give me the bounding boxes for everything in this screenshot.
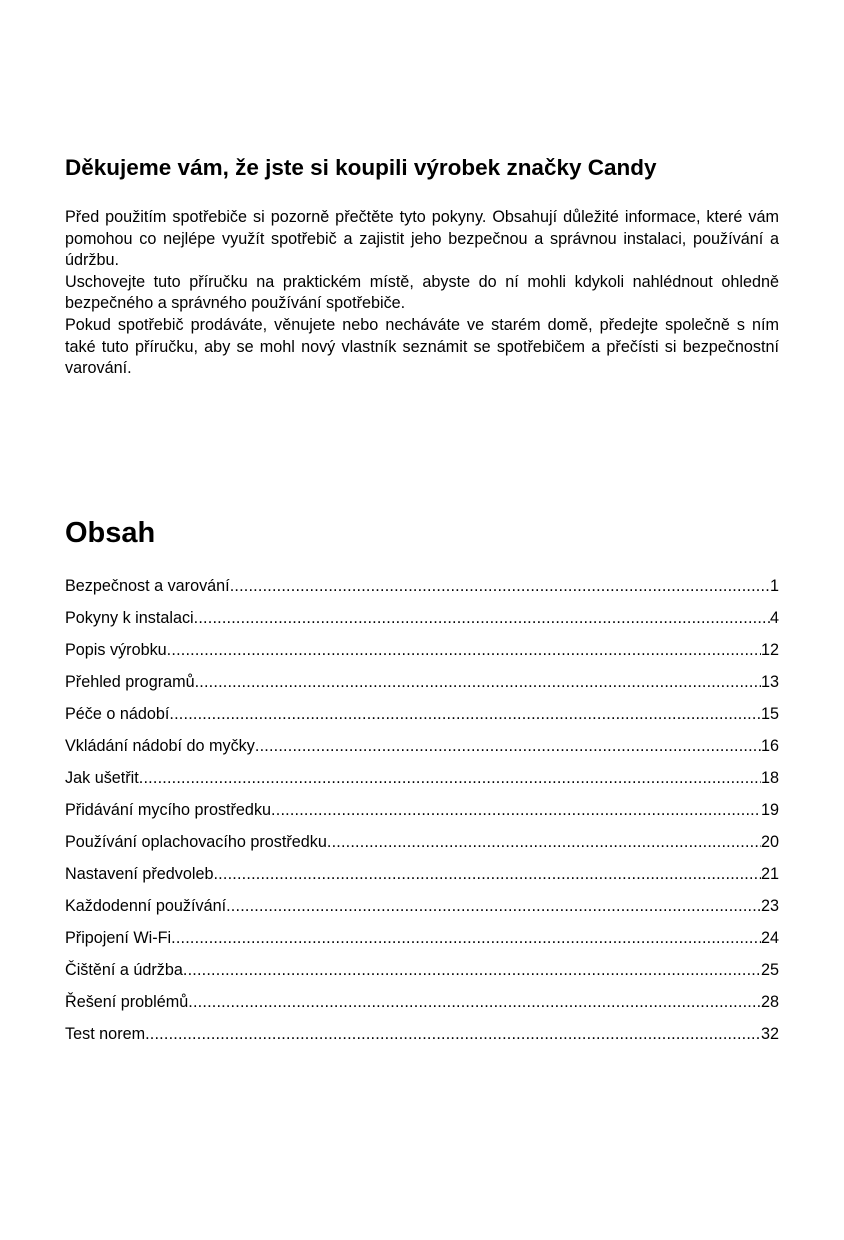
toc-dot-leader xyxy=(167,639,761,661)
toc-entry-label: Přidávání mycího prostředku xyxy=(65,801,272,819)
toc-dot-leader xyxy=(271,799,761,821)
toc-entry-label: Popis výrobku xyxy=(65,641,167,659)
toc-entry-cleaning[interactable] xyxy=(65,959,779,991)
toc-dot-leader xyxy=(169,703,761,725)
toc-entry-page: 18 xyxy=(760,769,779,787)
toc-entry-page: 16 xyxy=(760,737,779,755)
toc-dot-leader xyxy=(213,863,761,885)
toc-entry-page: 4 xyxy=(769,609,779,627)
toc-entry-product-description[interactable] xyxy=(65,639,779,671)
toc-entry-page: 32 xyxy=(760,1025,779,1043)
toc-entry-wifi[interactable] xyxy=(65,927,779,959)
toc-dot-leader xyxy=(226,895,761,917)
toc-dot-leader xyxy=(188,991,761,1013)
intro-paragraph-2: Uschovejte tuto příručku na praktickém místě, abyste do ní mohli kdykoli nahlédnout ohledně bezpečného a správného používání spotřebiče. xyxy=(65,272,779,313)
toc-entry-rinse-aid[interactable] xyxy=(65,831,779,863)
toc-dot-leader xyxy=(171,927,761,949)
toc-entry-label: Pokyny k instalaci xyxy=(65,609,194,627)
toc-entry-dish-care[interactable] xyxy=(65,703,779,735)
toc-entry-troubleshooting[interactable] xyxy=(65,991,779,1023)
toc-dot-leader xyxy=(139,767,761,789)
toc-entry-daily-use[interactable] xyxy=(65,895,779,927)
toc-entry-saving[interactable] xyxy=(65,767,779,799)
toc-entry-label: Připojení Wi-Fi xyxy=(65,929,172,947)
toc-entry-label: Nastavení předvoleb xyxy=(65,865,214,883)
toc-entry-page: 24 xyxy=(760,929,779,947)
toc-entry-label: Vkládání nádobí do myčky xyxy=(65,737,255,755)
toc-entry-programs[interactable] xyxy=(65,671,779,703)
toc-entry-page: 23 xyxy=(760,897,779,915)
toc-entry-page: 15 xyxy=(760,705,779,723)
toc-entry-label: Každodenní používání xyxy=(65,897,227,915)
toc-dot-leader xyxy=(327,831,761,853)
toc-entry-label: Jak ušetřit xyxy=(65,769,139,787)
toc-entry-label: Používání oplachovacího prostředku xyxy=(65,833,327,851)
intro-text xyxy=(65,207,779,380)
toc-entry-label: Čištění a údržba xyxy=(65,961,183,979)
toc-entry-detergent[interactable] xyxy=(65,799,779,831)
toc-entry-page: 21 xyxy=(760,865,779,883)
toc-entry-page: 1 xyxy=(769,577,779,595)
toc-entry-page: 28 xyxy=(760,993,779,1011)
toc-entry-installation[interactable] xyxy=(65,607,779,639)
toc-dot-leader xyxy=(255,735,761,757)
toc-entry-standards-test[interactable] xyxy=(65,1023,779,1055)
toc-dot-leader xyxy=(145,1023,761,1045)
toc-entry-label: Přehled programů xyxy=(65,673,195,691)
toc-dot-leader xyxy=(230,575,770,597)
toc-entry-safety[interactable] xyxy=(65,575,779,607)
thanks-title: Děkujeme vám, že jste si koupili výrobek značky Candy xyxy=(65,155,657,180)
toc-entry-label: Péče o nádobí xyxy=(65,705,170,723)
intro-paragraph-1: Před použitím spotřebiče si pozorně přečtěte tyto pokyny. Obsahují důležité informace, které vám pomohou co nejlépe využít spotřebič a zajistit jeho bezpečnou a správnou instalaci, používání a údržbu. xyxy=(65,208,779,270)
toc-entry-page: 13 xyxy=(760,673,779,691)
toc-dot-leader xyxy=(195,671,761,693)
toc-entry-page: 20 xyxy=(760,833,779,851)
toc-dot-leader xyxy=(183,959,761,981)
toc-entry-presets[interactable] xyxy=(65,863,779,895)
toc-entry-label: Bezpečnost a varování xyxy=(65,577,230,595)
toc-entry-page: 12 xyxy=(760,641,779,659)
intro-paragraph-3: Pokud spotřebič prodáváte, věnujete nebo necháváte ve starém domě, předejte společně s ním také tuto příručku, aby se mohl nový vlastník seznámit se spotřebičem a přečísti si bezpečnostní varování. xyxy=(65,315,779,378)
toc-dot-leader xyxy=(194,607,770,629)
toc-entry-label: Test norem xyxy=(65,1025,146,1043)
toc-title: Obsah xyxy=(65,517,156,549)
toc-entry-page: 19 xyxy=(760,801,779,819)
toc-entry-label: Řešení problémů xyxy=(65,993,189,1011)
toc-entry-page: 25 xyxy=(760,961,779,979)
toc-entry-loading[interactable] xyxy=(65,735,779,767)
table-of-contents xyxy=(65,575,779,1055)
